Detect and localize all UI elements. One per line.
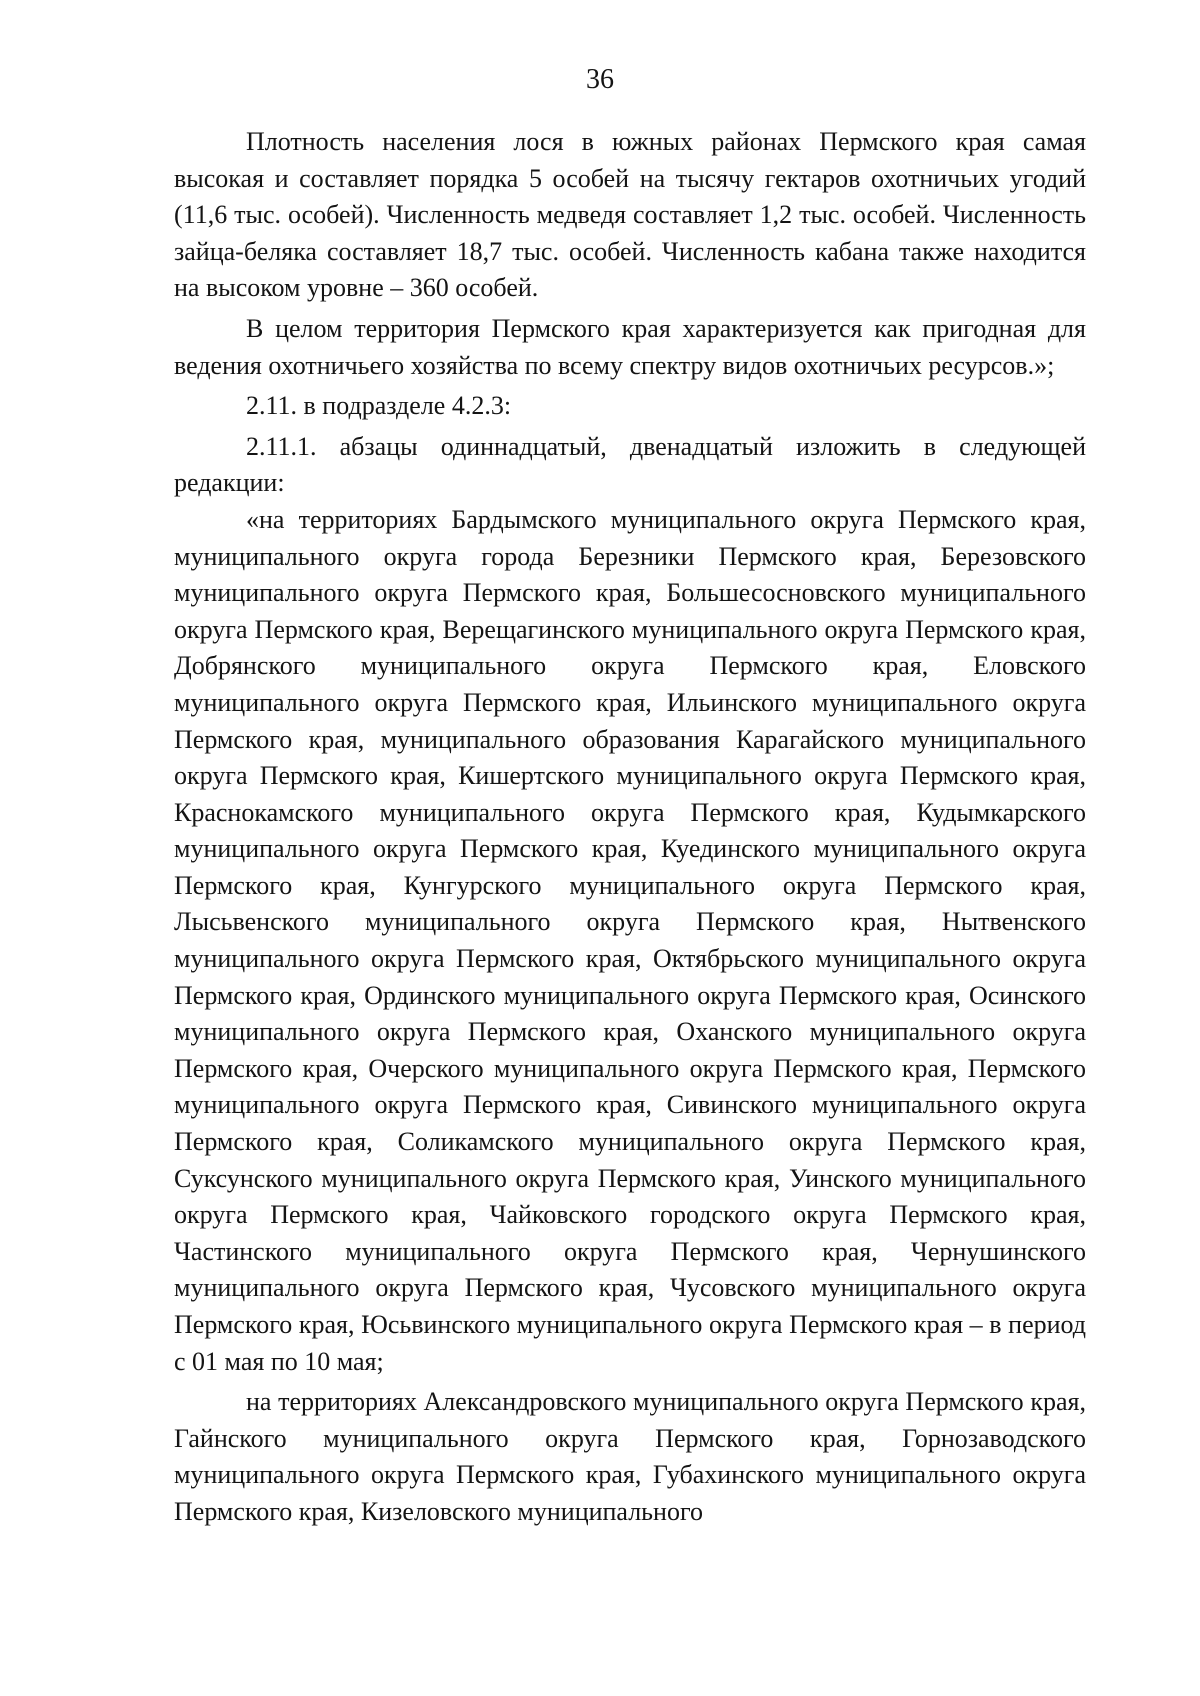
document-body [174, 124, 1086, 1535]
paragraph-amendment-intro: 2.11.1. абзацы одиннадцатый, двенадцатый изложить в следующей редакции: [174, 431, 1086, 498]
paragraph-subsection-heading: 2.11. в подразделе 4.2.3: [246, 391, 512, 421]
paragraph-territories-list-may: «на территориях Бардымского муниципального округа Пермского края, муниципального округа города Березники Пермского края, Березовского муниципального округа Пермского края, Большесосновского муниципального округа Пермского края, Верещагинского муниципального округа Пермского края, Добрянского муниципального округа Пермского края, Еловского муниципального округа Пермского края, Ильинского муниципального округа Пермского края, муниципального образования Карагайского муниципального округа Пермского края, Кишертского муниципального округа Пермского края, Краснокамского муниципального округа Пермского края, Кудымкарского муниципального округа Пермского края, Куединского муниципального округа Пермского края, Кунгурского муниципального округа Пермского края, Лысьвенского муниципального округа Пермского края, Нытвенского муниципального округа Пермского края, Октябрьского муниципального округа Пермского края, Ординского муниципального округа Пермского края, Осинского муниципального округа Пермского края, Оханского муниципального округа Пермского края, Очерского муниципального округа Пермского края, Пермского муниципального округа Пермского края, Сивинского муниципального округа Пермского края, Соликамского муниципального округа Пермского края, Суксунского муниципального округа Пермского края, Уинского муниципального округа Пермского края, Чайковского городского округа Пермского края, Частинского муниципального округа Пермского края, Чернушинского муниципального округа Пермского края, Чусовского муниципального округа Пермского края, Юсьвинского муниципального округа Пермского края – в период с 01 мая по 10 мая; [174, 504, 1086, 1376]
page-number: 36 [586, 64, 614, 95]
paragraph-territory-suitability: В целом территория Пермского края характеризуется как пригодная для ведения охотничьего хозяйства по всему спектру видов охотничьих ресурсов.»; [174, 313, 1086, 380]
paragraph-moose-density: Плотность населения лося в южных районах Пермского края самая высокая и составляет порядка 5 особей на тысячу гектаров охотничьих угодий (11,6 тыс. особей). Численность медведя составляет 1,2 тыс. особей. Численность зайца-беляка составляет 18,7 тыс. особей. Численность кабана также находится на высоком уровне – 360 особей. [174, 127, 1086, 303]
paragraph-territories-list-continued: на территориях Александровского муниципального округа Пермского края, Гайнского муниципального округа Пермского края, Горнозаводского муниципального округа Пермского края, Губахинского муниципального округа Пермского края, Кизеловского муниципального [174, 1387, 1086, 1526]
